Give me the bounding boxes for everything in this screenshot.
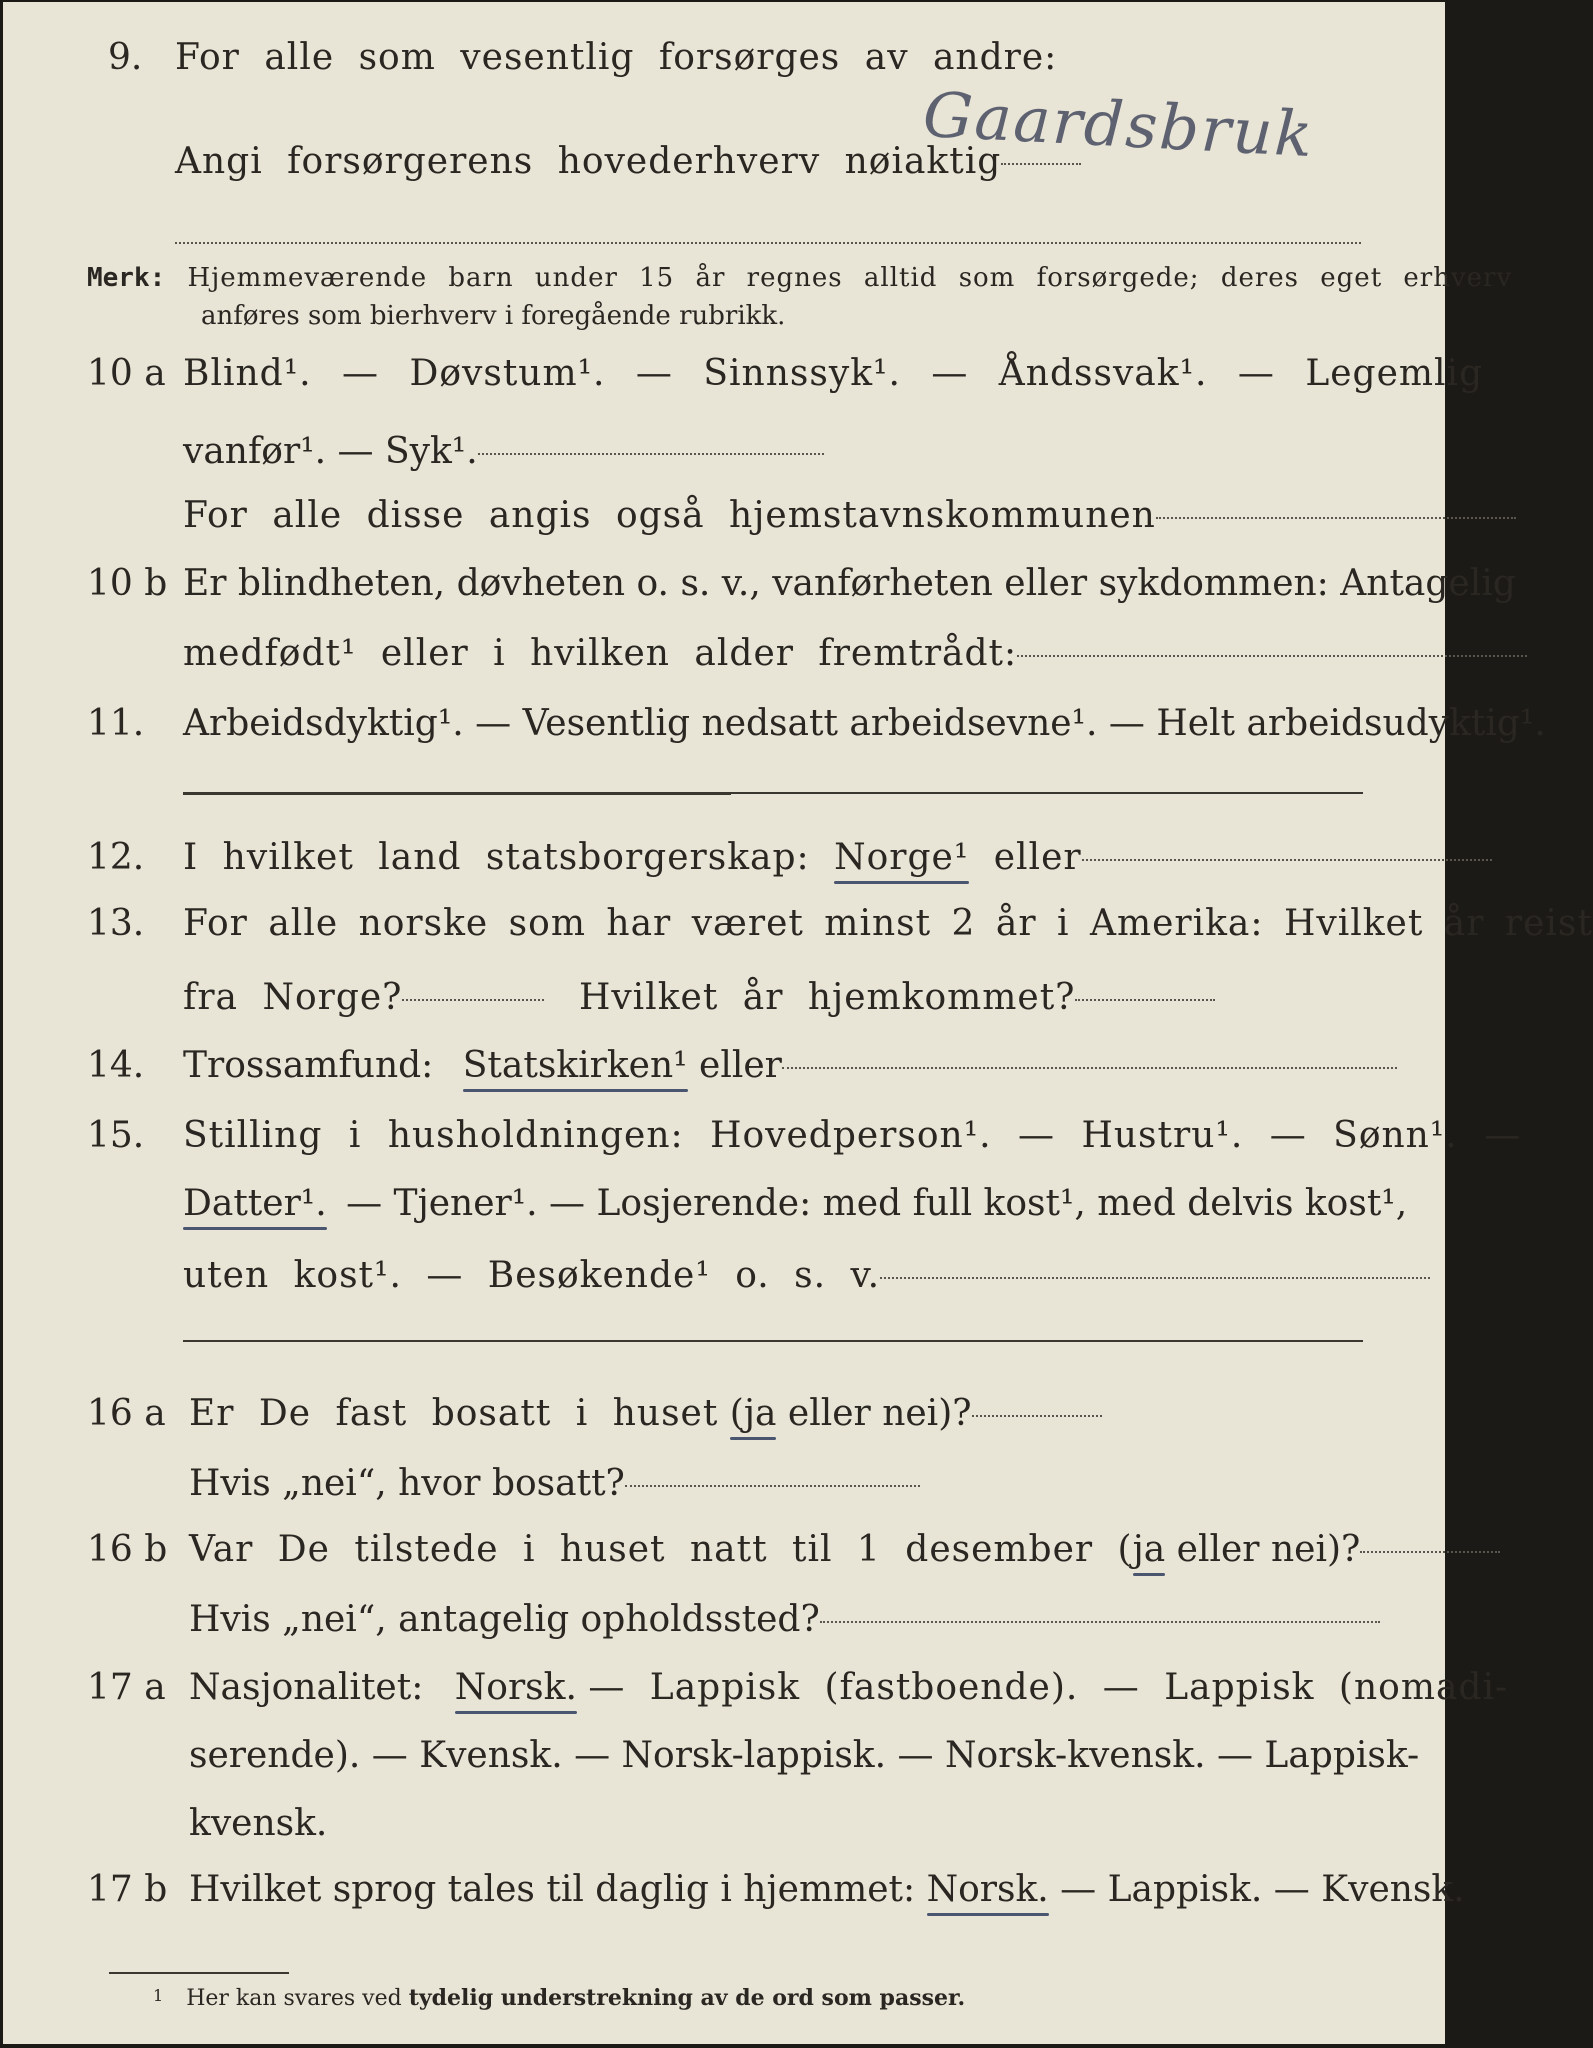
- q16b-dots-2: [820, 1621, 1380, 1623]
- footnote-text: Her kan svares ved: [186, 1986, 402, 2011]
- q9-line2-text: Angi forsørgerens hovederhverv nøiaktig: [175, 141, 1002, 182]
- q10b-line2-dots: [1017, 655, 1527, 657]
- footnote-rule: [109, 1972, 289, 1974]
- q17a-line3: kvensk.: [189, 1803, 328, 1844]
- q14-answer-underlined: Statskirken¹: [462, 1045, 688, 1086]
- q16b-line1b: eller nei)?: [1176, 1529, 1361, 1570]
- footnote-bold-text: tydelig understrekning av de ord som passer.: [408, 1985, 966, 2011]
- q9-answer-dots: [1001, 163, 1081, 165]
- q10a-line1: Blind¹. — Døvstum¹. — Sinnssyk¹. — Åndssvak¹. — Legemlig: [183, 353, 1484, 394]
- q14-text-a: Trossamfund:: [183, 1045, 434, 1086]
- q16a-line2-text: Hvis „nei“, hvor bosatt?: [189, 1463, 625, 1504]
- q10a-line2: [183, 430, 824, 474]
- q16b-line2: [189, 1598, 1380, 1642]
- q10b-number: 10 b: [87, 563, 168, 604]
- q13-line1: For alle norske som har været minst 2 år i Amerika: Hvilket år reist: [183, 903, 1593, 944]
- q9-continuation-dots: [175, 242, 1361, 244]
- q10a-line3-dots: [1156, 517, 1516, 519]
- q14-line: [183, 1044, 1397, 1088]
- q16a-number: 16 a: [87, 1393, 166, 1434]
- q16a-line1: [189, 1392, 1102, 1436]
- q15-rule: [183, 1340, 1363, 1342]
- merk-label: Merk:: [87, 263, 166, 293]
- q17a-line2: serende). — Kvensk. — Norsk-lappisk. — Norsk-kvensk. — Lappisk-: [189, 1735, 1420, 1776]
- q13-dots-b: [1075, 999, 1215, 1001]
- q15-line2-text: — Tjener¹. — Losjerende: med full kost¹, med delvis kost¹,: [346, 1183, 1408, 1224]
- q16a-answer-underlined: (ja: [729, 1393, 777, 1434]
- q13-number: 13.: [87, 903, 145, 944]
- q10a-line2-text: vanfør¹. — Syk¹.: [183, 431, 478, 472]
- q12-text-a: I hvilket land statsborgerskap:: [183, 837, 810, 878]
- q17a-line1-text: — Lappisk (fastboende). — Lappisk (nomadi-: [588, 1667, 1509, 1708]
- merk-line1-text: Hjemmeværende barn under 15 år regnes alltid som forsørgede; deres eget erhverv: [187, 263, 1513, 293]
- q15-line2: [183, 1182, 1407, 1226]
- q14-text-b: eller: [699, 1045, 782, 1086]
- q15-number: 15.: [87, 1115, 145, 1156]
- q16a-line2: [189, 1462, 920, 1506]
- q13-line2: [183, 976, 1215, 1020]
- q17b-line: [189, 1868, 1465, 1912]
- q15-line3-text: uten kost¹. — Besøkende¹ o. s. v.: [183, 1255, 881, 1296]
- q17b-number: 17 b: [87, 1869, 168, 1910]
- q16b-dots-1: [1360, 1551, 1500, 1553]
- q9-handwritten-answer: Gaardsbruk: [921, 77, 1317, 172]
- q15-dots: [880, 1277, 1430, 1279]
- q12-number: 12.: [87, 837, 145, 878]
- q15-line1: Stilling i husholdningen: Hovedperson¹. — Hustru¹. — Sønn¹. —: [183, 1115, 1522, 1156]
- footnote: [153, 1982, 965, 2013]
- q12-answer-underlined: Norge¹: [834, 837, 970, 878]
- q17b-text-b: — Lappisk. — Kvensk.: [1060, 1869, 1465, 1910]
- q16a-line1b: eller nei)?: [787, 1393, 972, 1434]
- q17a-text-a: Nasjonalitet:: [189, 1667, 424, 1708]
- q11-number: 11.: [87, 703, 145, 744]
- q13-line2b: Hvilket år hjemkommet?: [578, 977, 1076, 1018]
- q17b-text-a: Hvilket sprog tales til daglig i hjemmet:: [189, 1869, 916, 1910]
- q10a-number: 10 a: [87, 353, 166, 394]
- q12-line: [183, 836, 1492, 880]
- q12-text-b: eller: [993, 837, 1082, 878]
- census-form-page: [3, 2, 1593, 2044]
- q17a-answer-underlined: Norsk.: [454, 1667, 577, 1708]
- q17a-number: 17 a: [87, 1667, 166, 1708]
- q9-number: 9.: [108, 37, 143, 78]
- q16b-line1a: Var De tilstede i huset natt til 1 desember (: [189, 1529, 1133, 1570]
- q16b-line1: [189, 1528, 1500, 1572]
- q13-line2a: fra Norge?: [183, 977, 403, 1018]
- q16b-line2-text: Hvis „nei“, antagelig opholdssted?: [189, 1599, 820, 1640]
- merk-line2: anføres som bierhverv i foregående rubrikk.: [201, 301, 786, 331]
- q14-dots: [782, 1067, 1397, 1069]
- q14-number: 14.: [87, 1045, 145, 1086]
- q10a-line3: [183, 494, 1516, 538]
- q16b-answer-underlined: ja: [1132, 1529, 1166, 1570]
- q10b-line2-text: medfødt¹ eller i hvilken alder fremtrådt:: [183, 633, 1018, 674]
- q11-rule-thin: [731, 792, 1363, 794]
- q9-line1: For alle som vesentlig forsørges av andre:: [175, 37, 1058, 78]
- q17b-answer-underlined: Norsk.: [926, 1869, 1049, 1910]
- q16a-dots-1: [972, 1415, 1102, 1417]
- q17a-line1: [189, 1666, 1508, 1710]
- q11-line1: Arbeidsdyktig¹. — Vesentlig nedsatt arbeidsevne¹. — Helt arbeidsudyktig¹.: [183, 703, 1546, 744]
- q11-rule-solid: [183, 792, 731, 795]
- q16a-dots-2: [625, 1485, 920, 1487]
- q10b-line1: Er blindheten, døvheten o. s. v., vanførheten eller sykdommen: Antagelig: [183, 563, 1516, 604]
- q16b-number: 16 b: [87, 1529, 168, 1570]
- footnote-mark: 1: [153, 1986, 164, 2005]
- q15-answer-underlined: Datter¹.: [183, 1183, 327, 1224]
- q13-dots-a: [402, 999, 544, 1001]
- q12-dots: [1082, 859, 1492, 861]
- q10a-line3-text: For alle disse angis også hjemstavnskommunen: [183, 495, 1156, 536]
- merk-line1: [87, 260, 1512, 296]
- q10a-line2-dots: [478, 453, 824, 455]
- q16a-line1a: Er De fast bosatt i huset: [189, 1393, 719, 1434]
- q15-line3: [183, 1254, 1430, 1298]
- q10b-line2: [183, 632, 1527, 676]
